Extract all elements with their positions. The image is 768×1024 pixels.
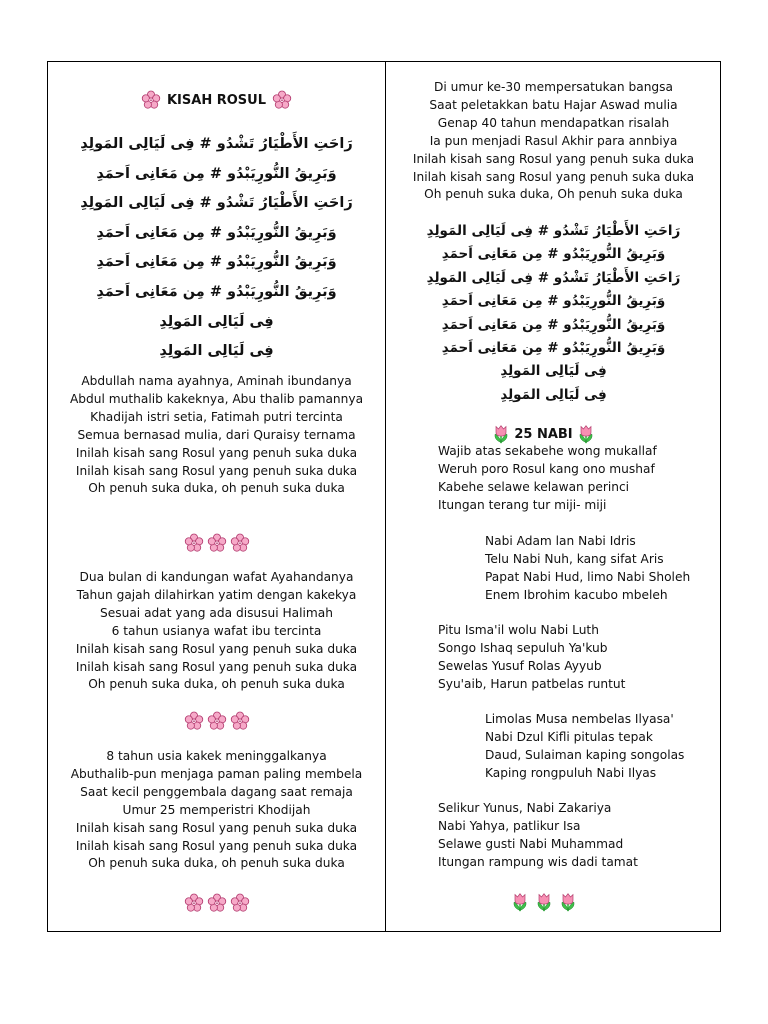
arabic-verse-line: رَاحَتِ الأَطْيَارُ تَشْدُو # فِى لَيَالِى المَولِدِ bbox=[426, 269, 681, 286]
cherry-blossom-icon bbox=[207, 711, 227, 731]
tulip-icon bbox=[558, 892, 578, 912]
poem-line: Telu Nabi Nuh, kang sifat Aris bbox=[485, 551, 664, 566]
lyric-line: Inilah kisah sang Rosul yang penuh suka duka bbox=[75, 641, 358, 656]
tulip-icon bbox=[491, 424, 511, 444]
nabi-poem-4 bbox=[485, 711, 684, 783]
lyric-line: Ia pun menjadi Rasul Akhir para annbiya bbox=[429, 133, 678, 148]
lyric-line: Sesuai adat yang ada disusui Halimah bbox=[100, 605, 333, 620]
cherry-blossom-icon bbox=[272, 90, 292, 110]
lyric-line: Genap 40 tahun mendapatkan risalah bbox=[437, 115, 670, 130]
lyric-line: Umur 25 memperistri Khodijah bbox=[122, 802, 311, 817]
cherry-blossom-icon bbox=[207, 533, 227, 553]
lyric-line: Inilah kisah sang Rosul yang penuh suka duka bbox=[75, 838, 358, 853]
poem-line: Weruh poro Rosul kang ono mushaf bbox=[438, 461, 655, 476]
nabi-poem-2 bbox=[485, 533, 690, 605]
arabic-verse-line: رَاحَتِ الأَطْيَارُ تَشْدُو # فِى لَيَالِى المَولِدِ bbox=[80, 195, 353, 212]
lyric-line: Khadijah istri setia, Fatimah putri tercinta bbox=[90, 409, 343, 424]
arabic-verse-line: فِى لَيَالِى المَولِدِ bbox=[500, 363, 607, 380]
left-column bbox=[48, 62, 385, 931]
poem-line: Papat Nabi Hud, limo Nabi Sholeh bbox=[485, 569, 691, 584]
poem-line: Selawe gusti Nabi Muhammad bbox=[438, 836, 624, 851]
poem-line: Wajib atas sekabehe wong mukallaf bbox=[438, 444, 657, 458]
kisah-rosul-title-row bbox=[48, 85, 385, 115]
arabic-verse-line: فِى لَيَالِى المَولِدِ bbox=[159, 313, 274, 330]
lyric-line: 6 tahun usianya wafat ibu tercinta bbox=[111, 623, 322, 638]
right-column bbox=[386, 62, 721, 931]
lyric-line: Inilah kisah sang Rosul yang penuh suka duka bbox=[75, 659, 358, 674]
tulip-icon bbox=[534, 892, 554, 912]
flower-divider bbox=[48, 891, 385, 915]
arabic-verse-line: فِى لَيَالِى المَولِدِ bbox=[159, 343, 274, 360]
poem-line: Itungan rampung wis dadi tamat bbox=[438, 854, 638, 869]
poem-line: Itungan terang tur miji- miji bbox=[438, 497, 607, 512]
tulip-icon bbox=[576, 424, 596, 444]
flower-divider bbox=[48, 531, 385, 555]
arabic-verse-line: وَبَرِيقُ النُّورِيَبْدُو # مِن مَعَانِى اَحمَدِ bbox=[441, 293, 666, 310]
left-stanza-1 bbox=[48, 373, 385, 498]
cherry-blossom-icon bbox=[230, 893, 250, 913]
lyric-line: Abuthalib-pun menjaga paman paling membela bbox=[70, 766, 363, 781]
left-stanza-2 bbox=[48, 569, 385, 694]
poem-line: Songo Ishaq sepuluh Ya'kub bbox=[438, 640, 608, 655]
25-nabi-title: 25 NABI bbox=[514, 426, 573, 442]
lyric-line: Inilah kisah sang Rosul yang penuh suka duka bbox=[412, 151, 695, 166]
lyric-line: Tahun gajah dilahirkan yatim dengan kakekya bbox=[76, 587, 357, 602]
poem-line: Selikur Yunus, Nabi Zakariya bbox=[438, 801, 612, 815]
kisah-rosul-title: KISAH ROSUL bbox=[166, 92, 266, 108]
lyric-line: 8 tahun usia kakek meninggalkanya bbox=[106, 749, 327, 763]
arabic-verse-line: وَبَرِيقُ النُّورِيَبْدُو # مِن مَعَانِى اَحمَدِ bbox=[441, 340, 666, 356]
lyric-line: Semua bernasad mulia, dari Quraisy ternama bbox=[77, 427, 356, 442]
poem-line: Limolas Musa nembelas Ilyasa' bbox=[485, 712, 674, 726]
lyric-line: Di umur ke-30 mempersatukan bangsa bbox=[434, 80, 673, 94]
left-stanza-3 bbox=[48, 748, 385, 873]
arabic-verse-line: رَاحَتِ الأَطْيَارُ تَشْدُو # فِى لَيَالِى المَولِدِ bbox=[80, 136, 353, 152]
cherry-blossom-icon bbox=[230, 711, 250, 731]
nabi-poem-1 bbox=[438, 443, 657, 515]
lyric-line: Inilah kisah sang Rosul yang penuh suka duka bbox=[75, 445, 358, 460]
arabic-verse-line: فِى لَيَالِى المَولِدِ bbox=[500, 386, 607, 403]
poem-line: Syu'aib, Harun patbelas runtut bbox=[438, 676, 626, 691]
poem-line: Nabi Dzul Kifli pitulas tepak bbox=[485, 729, 653, 744]
poem-line: Kaping rongpuluh Nabi Ilyas bbox=[485, 765, 657, 780]
cherry-blossom-icon bbox=[230, 533, 250, 553]
poem-line: Enem Ibrohim kacubo mbeleh bbox=[485, 587, 668, 602]
cherry-blossom-icon bbox=[184, 711, 204, 731]
page-frame bbox=[47, 61, 721, 932]
arabic-verse-line: وَبَرِيقُ النُّورِيَبْدُو # مِن مَعَانِى اَحمَدِ bbox=[441, 246, 666, 263]
cherry-blossom-icon bbox=[141, 90, 161, 110]
lyric-line: Abdullah nama ayahnya, Aminah ibundanya bbox=[81, 374, 352, 388]
lyric-line: Inilah kisah sang Rosul yang penuh suka duka bbox=[75, 820, 358, 835]
poem-line: Pitu Isma'il wolu Nabi Luth bbox=[438, 623, 599, 637]
cherry-blossom-icon bbox=[184, 893, 204, 913]
poem-line: Nabi Adam lan Nabi Idris bbox=[485, 534, 636, 548]
poem-line: Kabehe selawe kelawan perinci bbox=[438, 479, 630, 494]
poem-line: Daud, Sulaiman kaping songolas bbox=[485, 747, 685, 762]
flower-divider bbox=[48, 709, 385, 733]
nabi-poem-5 bbox=[438, 800, 638, 872]
arabic-verse-line: وَبَرِيقُ النُّورِيَبْدُو # مِن مَعَانِى اَحمَدِ bbox=[96, 224, 337, 241]
arabic-verse-line: وَبَرِيقُ النُّورِيَبْدُو # مِن مَعَانِى اَحمَدِ bbox=[96, 254, 337, 271]
lyric-line: Oh penuh suka duka, oh penuh suka duka bbox=[88, 677, 345, 692]
lyric-line: Dua bulan di kandungan wafat Ayahandanya bbox=[79, 570, 354, 584]
lyric-line: Oh penuh suka duka, oh penuh suka duka bbox=[88, 481, 345, 496]
tulip-icon bbox=[510, 892, 530, 912]
lyric-line: Abdul muthalib kakeknya, Abu thalib pamannya bbox=[69, 391, 364, 406]
poem-line: Nabi Yahya, patlikur Isa bbox=[438, 818, 581, 833]
lyric-line: Inilah kisah sang Rosul yang penuh suka duka bbox=[75, 463, 358, 478]
lyric-line: Oh penuh suka duka, Oh penuh suka duka bbox=[424, 187, 683, 202]
tulip-divider bbox=[376, 890, 711, 914]
cherry-blossom-icon bbox=[207, 893, 227, 913]
nabi-poem-3 bbox=[438, 622, 625, 694]
lyric-line: Saat peletakkan batu Hajar Aswad mulia bbox=[429, 97, 678, 112]
lyric-line: Inilah kisah sang Rosul yang penuh suka duka bbox=[412, 169, 695, 184]
arabic-verse-line: وَبَرِيقُ النُّورِيَبْدُو # مِن مَعَانِى اَحمَدِ bbox=[96, 165, 337, 182]
arabic-verse-line: رَاحَتِ الأَطْيَارُ تَشْدُو # فِى لَيَالِى المَولِدِ bbox=[426, 223, 681, 239]
lyric-line: Saat kecil penggembala dagang saat remaja bbox=[80, 784, 353, 799]
cherry-blossom-icon bbox=[184, 533, 204, 553]
arabic-verse-line: وَبَرِيقُ النُّورِيَبْدُو # مِن مَعَانِى اَحمَدِ bbox=[96, 284, 337, 300]
poem-line: Sewelas Yusuf Rolas Ayyub bbox=[438, 658, 602, 673]
right-stanza-0 bbox=[386, 79, 721, 204]
arabic-verse-line: وَبَرِيقُ النُّورِيَبْدُو # مِن مَعَانِى اَحمَدِ bbox=[441, 316, 666, 333]
lyric-line: Oh penuh suka duka, oh penuh suka duka bbox=[88, 856, 345, 871]
